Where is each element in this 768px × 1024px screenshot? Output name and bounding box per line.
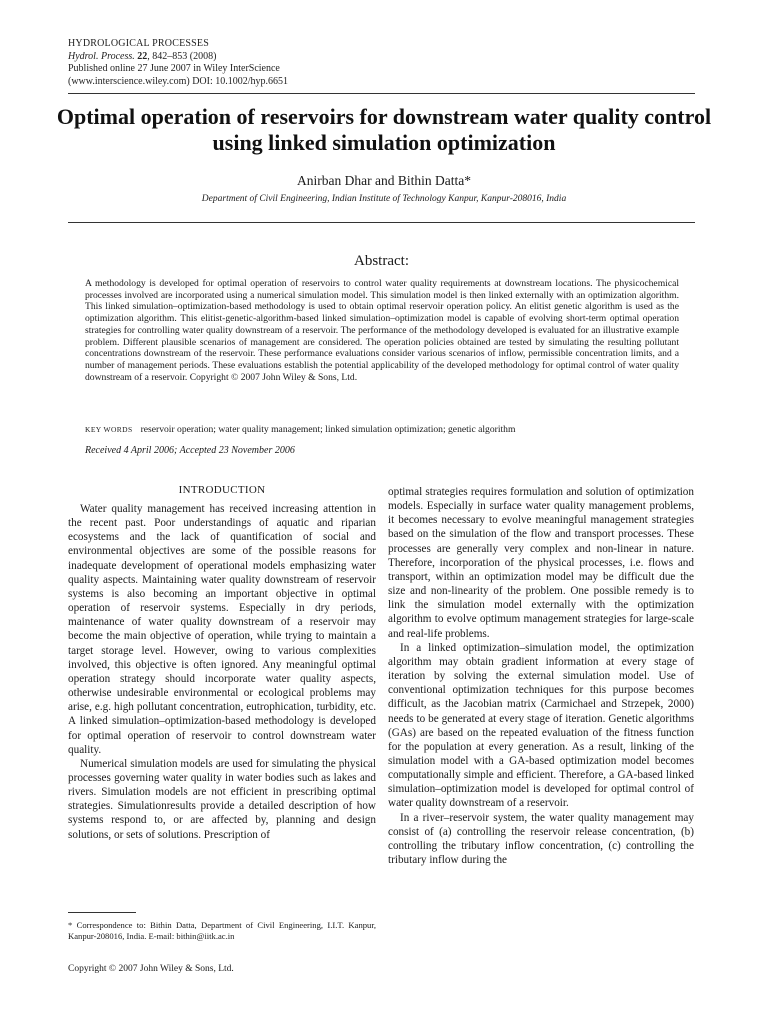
citation-journal: Hydrol. Process. bbox=[68, 50, 135, 62]
footnote-rule bbox=[68, 912, 136, 913]
correspondence-footnote: * Correspondence to: Bithin Datta, Department of Civil Engineering, I.I.T. Kanpur, Kanpur-208016, India. E-mail: bithin@iitk.ac.in bbox=[68, 920, 376, 941]
keywords-text: reservoir operation; water quality management; linked simulation optimization; genetic algorithm bbox=[140, 424, 516, 435]
keywords-label: KEY WORDS bbox=[85, 425, 133, 434]
page-copyright: Copyright © 2007 John Wiley & Sons, Ltd. bbox=[68, 964, 234, 974]
affiliation: Department of Civil Engineering, Indian Institute of Technology Kanpur, Kanpur-208016, India bbox=[201, 194, 567, 204]
left-column bbox=[68, 502, 376, 842]
title-rule bbox=[68, 222, 695, 223]
abstract-text: A methodology is developed for optimal operation of reservoirs to control water quality requirements at downstream locations. The physicochemical processes involved are incorporated using a numerical simulation model. This simulation model is then linked externally with an optimization algorithm. This linked simulation–optimization-based methodology is used to obtain optimal reservoir operation policy. An elitist genetic algorithm is used as the optimization algorithm. This elitist-genetic-algorithm-based linked simulation–optimization model is capable of evolving short-term optimal operation strategies for controlling water quality downstream of a reservoir. The performance of the methodology developed is evaluated for an illustrative example problem. Different plausible scenarios of management are considered. The operation policies obtained are tested by simulating the resulting pollutant concentrations downstream of the reservoir. These performance evaluations consider various scenarios of inflow, permissible concentration limits, and a number of management periods. These evaluations establish the potential applicability of the developed methodology for optimal control of water quality downstream of a reservoir. Copyright © 2007 John Wiley & Sons, Ltd. bbox=[85, 278, 679, 383]
received-dates: Received 4 April 2006; Accepted 23 November 2006 bbox=[85, 445, 295, 456]
journal-header bbox=[68, 38, 708, 88]
journal-name: HYDROLOGICAL PROCESSES bbox=[68, 38, 209, 49]
paragraph: Numerical simulation models are used for simulating the physical processes governing water quality in water bodies such as lakes and rivers. Simulation models are not efficient in prescribing optimal strategies. Simulationresults provide a detailed description of how systems respond to, or are affected by, planning and design solutions, or sets of solutions. Prescription of bbox=[68, 757, 376, 841]
paragraph: In a river–reservoir system, the water quality management may consist of (a) controlling the reservoir release concentration, (b) controlling the tributary inflow concentration, (c) controlling the tributary inflow during the bbox=[388, 811, 694, 867]
authors: Anirban Dhar and Bithin Datta* bbox=[297, 173, 471, 188]
paragraph: In a linked optimization–simulation model, the optimization algorithm may obtain gradient information at every stage of iteration by solving the external simulation model. Use of conventional optimization techniques for this purpose becomes difficult, as the Jacobian matrix (Carmichael and Strzepek, 2000) needs to be generated at every stage of iteration. Genetic algorithms (GAs) are based on the repeated evaluation of the fitness function for the population at every generation. As a result, linking of the simulation model with a GA-based optimization model becomes computationally simple and efficient. Therefore, a GA-based linked simulation–optimization model is developed for optimal control of water quality downstream of a reservoir. bbox=[388, 641, 694, 810]
journal-citation bbox=[68, 51, 708, 64]
abstract-heading: Abstract: bbox=[354, 253, 409, 269]
header-rule bbox=[68, 93, 695, 94]
paper-title: Optimal operation of reservoirs for downstream water quality control using linked simulation optimization bbox=[56, 104, 712, 155]
right-column bbox=[388, 485, 694, 867]
paragraph: optimal strategies requires formulation and solution of optimization models. Especially in surface water quality management problems, it becomes necessary to evolve meaningful management strategies based on the simulation of the flow and transport processes. These processes are generally very complex and non-linear in nature. Therefore, incorporation of the physical processes, i.e. flows and transport, within an optimization model may be difficult due the size and non-linearity of the problem. One possible remedy is to link the simulation model externally with the optimization algorithm to evolve optimum management strategies for large-scale and real-life problems. bbox=[388, 486, 694, 640]
keywords bbox=[85, 424, 685, 436]
citation-pages: , 842–853 (2008) bbox=[147, 50, 217, 62]
section-heading-introduction: INTRODUCTION bbox=[178, 484, 266, 496]
doi-line: (www.interscience.wiley.com) DOI: 10.1002/hyp.6651 bbox=[68, 75, 289, 87]
published-line: Published online 27 June 2007 in Wiley InterScience bbox=[68, 63, 280, 75]
paragraph: Water quality management has received increasing attention in the recent past. Poor understandings of aquatic and riparian ecosystems and the lack of quantification of social and environmental objectives are some of the possible reasons for inadequate development of operational models emphasizing water quality aspects. Maintaining water quality downstream of reservoir systems is also becoming an important objective in optimal operation of reservoir systems. Especially in dry periods, maintenance of water quality downstream of a reservoir may become the main objective of operation, while trying to maintain a target storage level. However, owing to various complexities involved, this objective is often ignored. Any meaningful optimal operation strategy should incorporate water quality aspects, otherwise undesirable environmental or ecological problems may arise, e.g. high pollutant concentration, eutrophication, turbidity, etc. A linked simulation–optimization-based methodology is developed for optimal operation of reservoir to control downstream water quality. bbox=[68, 503, 376, 756]
citation-volume: 22 bbox=[137, 50, 148, 62]
